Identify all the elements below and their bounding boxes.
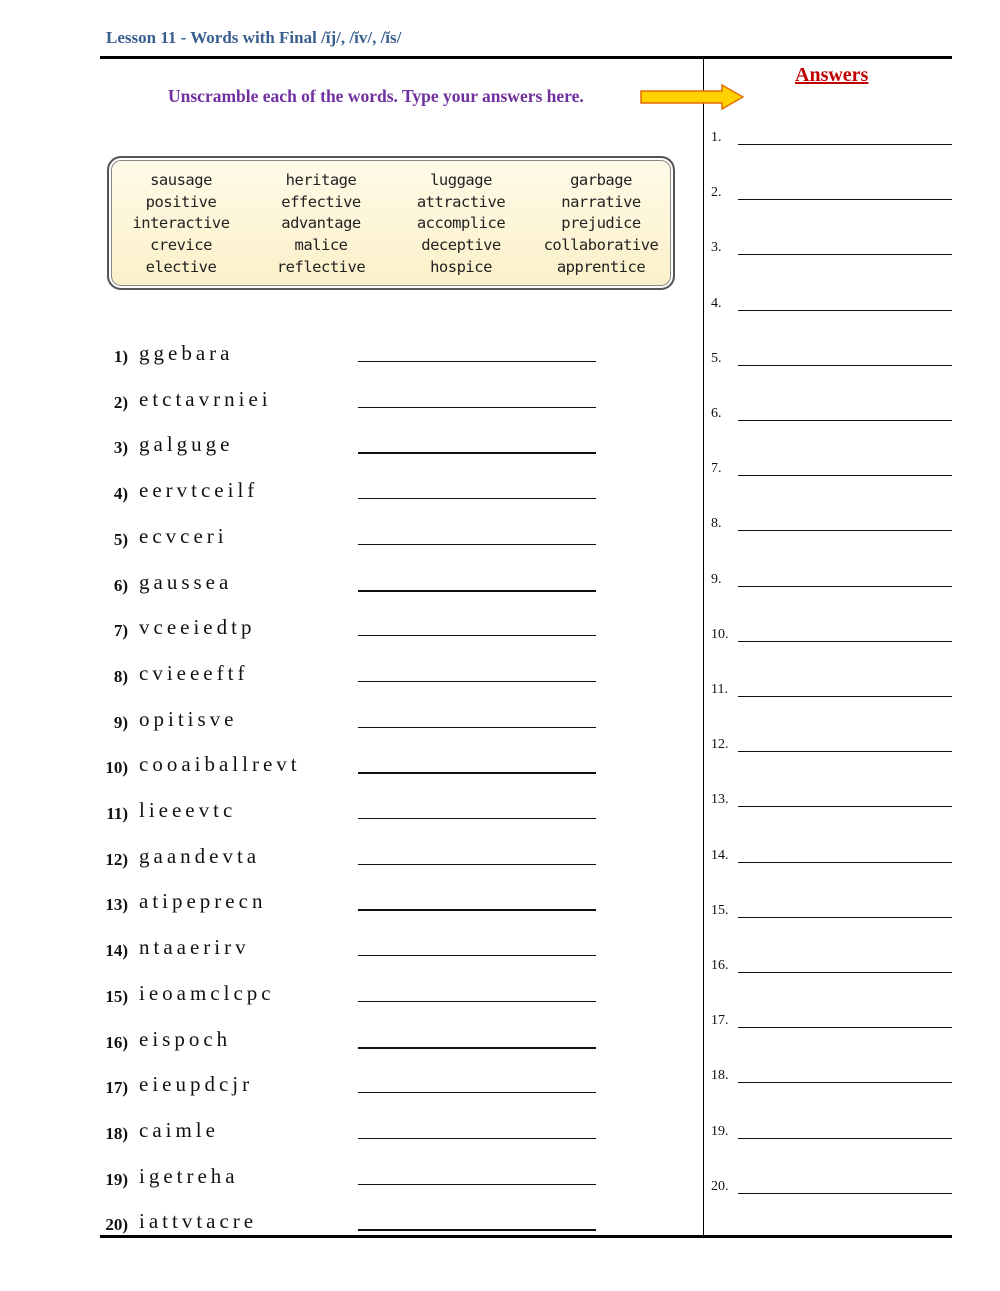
word-bank-word: attractive [416, 192, 506, 211]
answer-blank-line [358, 1229, 596, 1231]
scrambled-word: eervtceilf [139, 478, 259, 503]
answer-input-line[interactable] [738, 310, 952, 311]
answer-number: 14. [711, 847, 729, 863]
word-bank-word: interactive [132, 214, 230, 233]
answer-number: 19. [711, 1123, 729, 1139]
question-row [100, 750, 600, 780]
answer-blank-line [358, 590, 596, 592]
answer-input-line[interactable] [738, 806, 952, 807]
answers-heading: Answers [795, 64, 869, 86]
answer-blank-line [358, 681, 596, 682]
question-row [100, 705, 600, 735]
answer-row [711, 627, 953, 647]
answer-number: 7. [711, 461, 722, 477]
question-number: 9) [113, 712, 128, 732]
word-bank-word: prejudice [561, 214, 641, 233]
answer-blank-line [358, 407, 596, 408]
answer-number: 11. [711, 682, 728, 697]
word-bank-word: advantage [281, 214, 361, 233]
scrambled-word: atipeprecn [139, 889, 267, 914]
scrambled-word: iattvtacre [139, 1209, 258, 1234]
answer-input-line[interactable] [738, 751, 952, 752]
answer-row [711, 682, 953, 702]
answer-blank-line [358, 955, 596, 956]
word-bank-word: narrative [561, 192, 641, 211]
answer-row [711, 1124, 953, 1144]
question-row [100, 430, 600, 460]
answer-blank-line [358, 772, 596, 774]
word-bank-word: accomplice [416, 214, 506, 233]
answer-number: 16. [711, 958, 729, 973]
question-number: 11) [106, 804, 128, 823]
word-bank [107, 156, 675, 290]
scrambled-word: galguge [139, 432, 234, 457]
question-number: 7) [113, 621, 128, 641]
question-row [100, 796, 600, 826]
answer-row [711, 1068, 953, 1088]
question-row [100, 1116, 600, 1146]
word-bank-word: crevice [150, 236, 212, 255]
answer-blank-line [358, 544, 596, 545]
question-row [100, 385, 600, 415]
word-bank-word: collaborative [543, 236, 659, 255]
question-row [100, 979, 600, 1009]
word-bank-word: malice [294, 236, 348, 255]
answer-input-line[interactable] [738, 530, 952, 531]
answer-blank-line [358, 361, 596, 362]
question-row [100, 1025, 600, 1055]
answer-input-line[interactable] [738, 641, 952, 642]
scrambled-word: etctavrniei [139, 386, 272, 411]
arrow-shape [641, 85, 743, 109]
question-number: 15) [105, 986, 128, 1006]
word-bank-word: reflective [276, 257, 366, 276]
question-number: 8) [113, 666, 128, 686]
question-number: 13) [105, 895, 128, 915]
answer-blank-line [358, 727, 596, 728]
top-rule [100, 56, 952, 59]
question-number: 10) [105, 758, 128, 778]
word-bank-word: hospice [430, 257, 492, 276]
answer-number: 13. [711, 792, 729, 808]
question-number: 20) [105, 1215, 128, 1235]
arrow-right-icon [640, 84, 744, 110]
scrambled-word: ggebara [139, 341, 234, 365]
question-number: 1) [113, 347, 128, 366]
answer-input-line[interactable] [738, 1082, 952, 1083]
answer-number: 5. [711, 350, 722, 366]
answer-input-line[interactable] [738, 1138, 952, 1139]
question-number: 2) [113, 392, 128, 412]
answer-input-line[interactable] [738, 696, 952, 697]
question-row [100, 522, 600, 552]
scrambled-word: vceeiedtp [139, 615, 256, 640]
answer-input-line[interactable] [738, 862, 952, 863]
answer-row [711, 185, 953, 205]
answer-row [711, 792, 953, 812]
answer-blank-line [358, 498, 596, 499]
answer-row [711, 240, 953, 260]
question-row [100, 613, 600, 643]
answer-input-line[interactable] [738, 199, 952, 200]
answer-input-line[interactable] [738, 917, 952, 918]
question-row [100, 568, 600, 598]
answer-blank-line [358, 909, 596, 911]
answer-number: 20. [711, 1178, 729, 1194]
answer-number: 17. [711, 1013, 729, 1029]
answer-row [711, 1013, 953, 1033]
question-number: 3) [113, 438, 128, 458]
scrambled-word: gaandevta [139, 843, 261, 868]
answer-input-line[interactable] [738, 254, 952, 255]
scrambled-word: eispoch [139, 1026, 232, 1051]
question-number: 16) [105, 1032, 128, 1052]
answer-input-line[interactable] [738, 586, 952, 587]
answer-input-line[interactable] [738, 420, 952, 421]
word-bank-word: deceptive [421, 236, 501, 255]
answer-number: 6. [711, 406, 722, 421]
scrambled-word: caimle [139, 1117, 219, 1142]
answer-blank-line [358, 818, 596, 819]
question-number: 17) [105, 1078, 128, 1098]
answer-input-line[interactable] [738, 1193, 952, 1194]
scrambled-word: cvieeeftf [139, 660, 249, 685]
scrambled-word: eieupdcjr [139, 1072, 254, 1097]
answer-blank-line [358, 1138, 596, 1139]
scrambled-word: opitisve [139, 706, 238, 731]
lesson-title: Lesson 11 - Words with Final /ĭj/, /ĭv/, /ĭs/ [106, 28, 402, 47]
answer-number: 3. [711, 240, 722, 256]
answer-number: 8. [711, 516, 722, 532]
answer-row [711, 351, 953, 371]
answer-blank-line [358, 635, 596, 636]
column-divider [703, 58, 704, 1236]
answer-number: 9. [711, 571, 722, 587]
scrambled-word: lieeevtc [139, 798, 237, 822]
answer-input-line[interactable] [738, 365, 952, 366]
question-number: 14) [105, 941, 128, 961]
question-number: 5) [113, 529, 128, 549]
word-bank-word: garbage [570, 171, 632, 189]
word-bank-word: elective [145, 257, 217, 276]
answer-number: 15. [711, 902, 729, 918]
word-bank-word: apprentice [556, 257, 646, 276]
answer-input-line[interactable] [738, 972, 952, 973]
answer-row [711, 461, 953, 481]
question-row [100, 339, 600, 369]
scrambled-word: ecvceri [139, 523, 228, 548]
answer-row [711, 1179, 953, 1199]
answer-number: 18. [711, 1068, 729, 1084]
word-bank-grid [109, 170, 673, 279]
answer-row [711, 516, 953, 536]
question-row [100, 1207, 600, 1237]
scrambled-word: gaussea [139, 569, 233, 594]
answer-blank-line [358, 452, 596, 454]
answer-row [711, 572, 953, 592]
answer-blank-line [358, 1184, 596, 1185]
question-number: 4) [113, 484, 128, 504]
answer-blank-line [358, 1001, 596, 1002]
question-row [100, 887, 600, 917]
answer-blank-line [358, 1092, 596, 1093]
answer-number: 10. [711, 626, 729, 642]
scrambled-word: igetreha [139, 1163, 239, 1188]
question-number: 18) [105, 1123, 128, 1143]
answer-number: 12. [711, 737, 729, 753]
answer-row [711, 737, 953, 757]
word-bank-word: effective [281, 192, 361, 211]
answer-input-line[interactable] [738, 1027, 952, 1028]
word-bank-word: sausage [150, 171, 212, 189]
answer-blank-line [358, 1047, 596, 1049]
answer-input-line[interactable] [738, 144, 952, 145]
question-row [100, 659, 600, 689]
answer-number: 2. [711, 185, 722, 201]
question-row [100, 476, 600, 506]
answer-row [711, 958, 953, 978]
answer-input-line[interactable] [738, 475, 952, 476]
scrambled-word: cooaiballrevt [139, 752, 301, 777]
scrambled-word: ntaaerirv [139, 935, 250, 960]
answer-number: 4. [711, 295, 722, 311]
answer-row [711, 903, 953, 923]
question-row [100, 1070, 600, 1100]
answer-row [711, 406, 953, 426]
instruction-text: Unscramble each of the words. Type your answers here. [168, 86, 584, 106]
question-number: 19) [105, 1169, 128, 1189]
question-number: 12) [105, 849, 128, 869]
word-bank-word: heritage [285, 171, 357, 189]
question-row [100, 933, 600, 963]
answer-row [711, 130, 953, 150]
word-bank-word: positive [145, 192, 217, 211]
answer-row [711, 296, 953, 316]
answer-row [711, 848, 953, 868]
scrambled-word: ieoamclcpc [139, 980, 275, 1005]
question-number: 6) [113, 575, 128, 595]
question-row [100, 1162, 600, 1192]
question-row [100, 842, 600, 872]
answer-blank-line [358, 864, 596, 865]
answer-number: 1. [711, 130, 722, 145]
bottom-rule [100, 1235, 952, 1238]
word-bank-word: luggage [430, 171, 492, 189]
